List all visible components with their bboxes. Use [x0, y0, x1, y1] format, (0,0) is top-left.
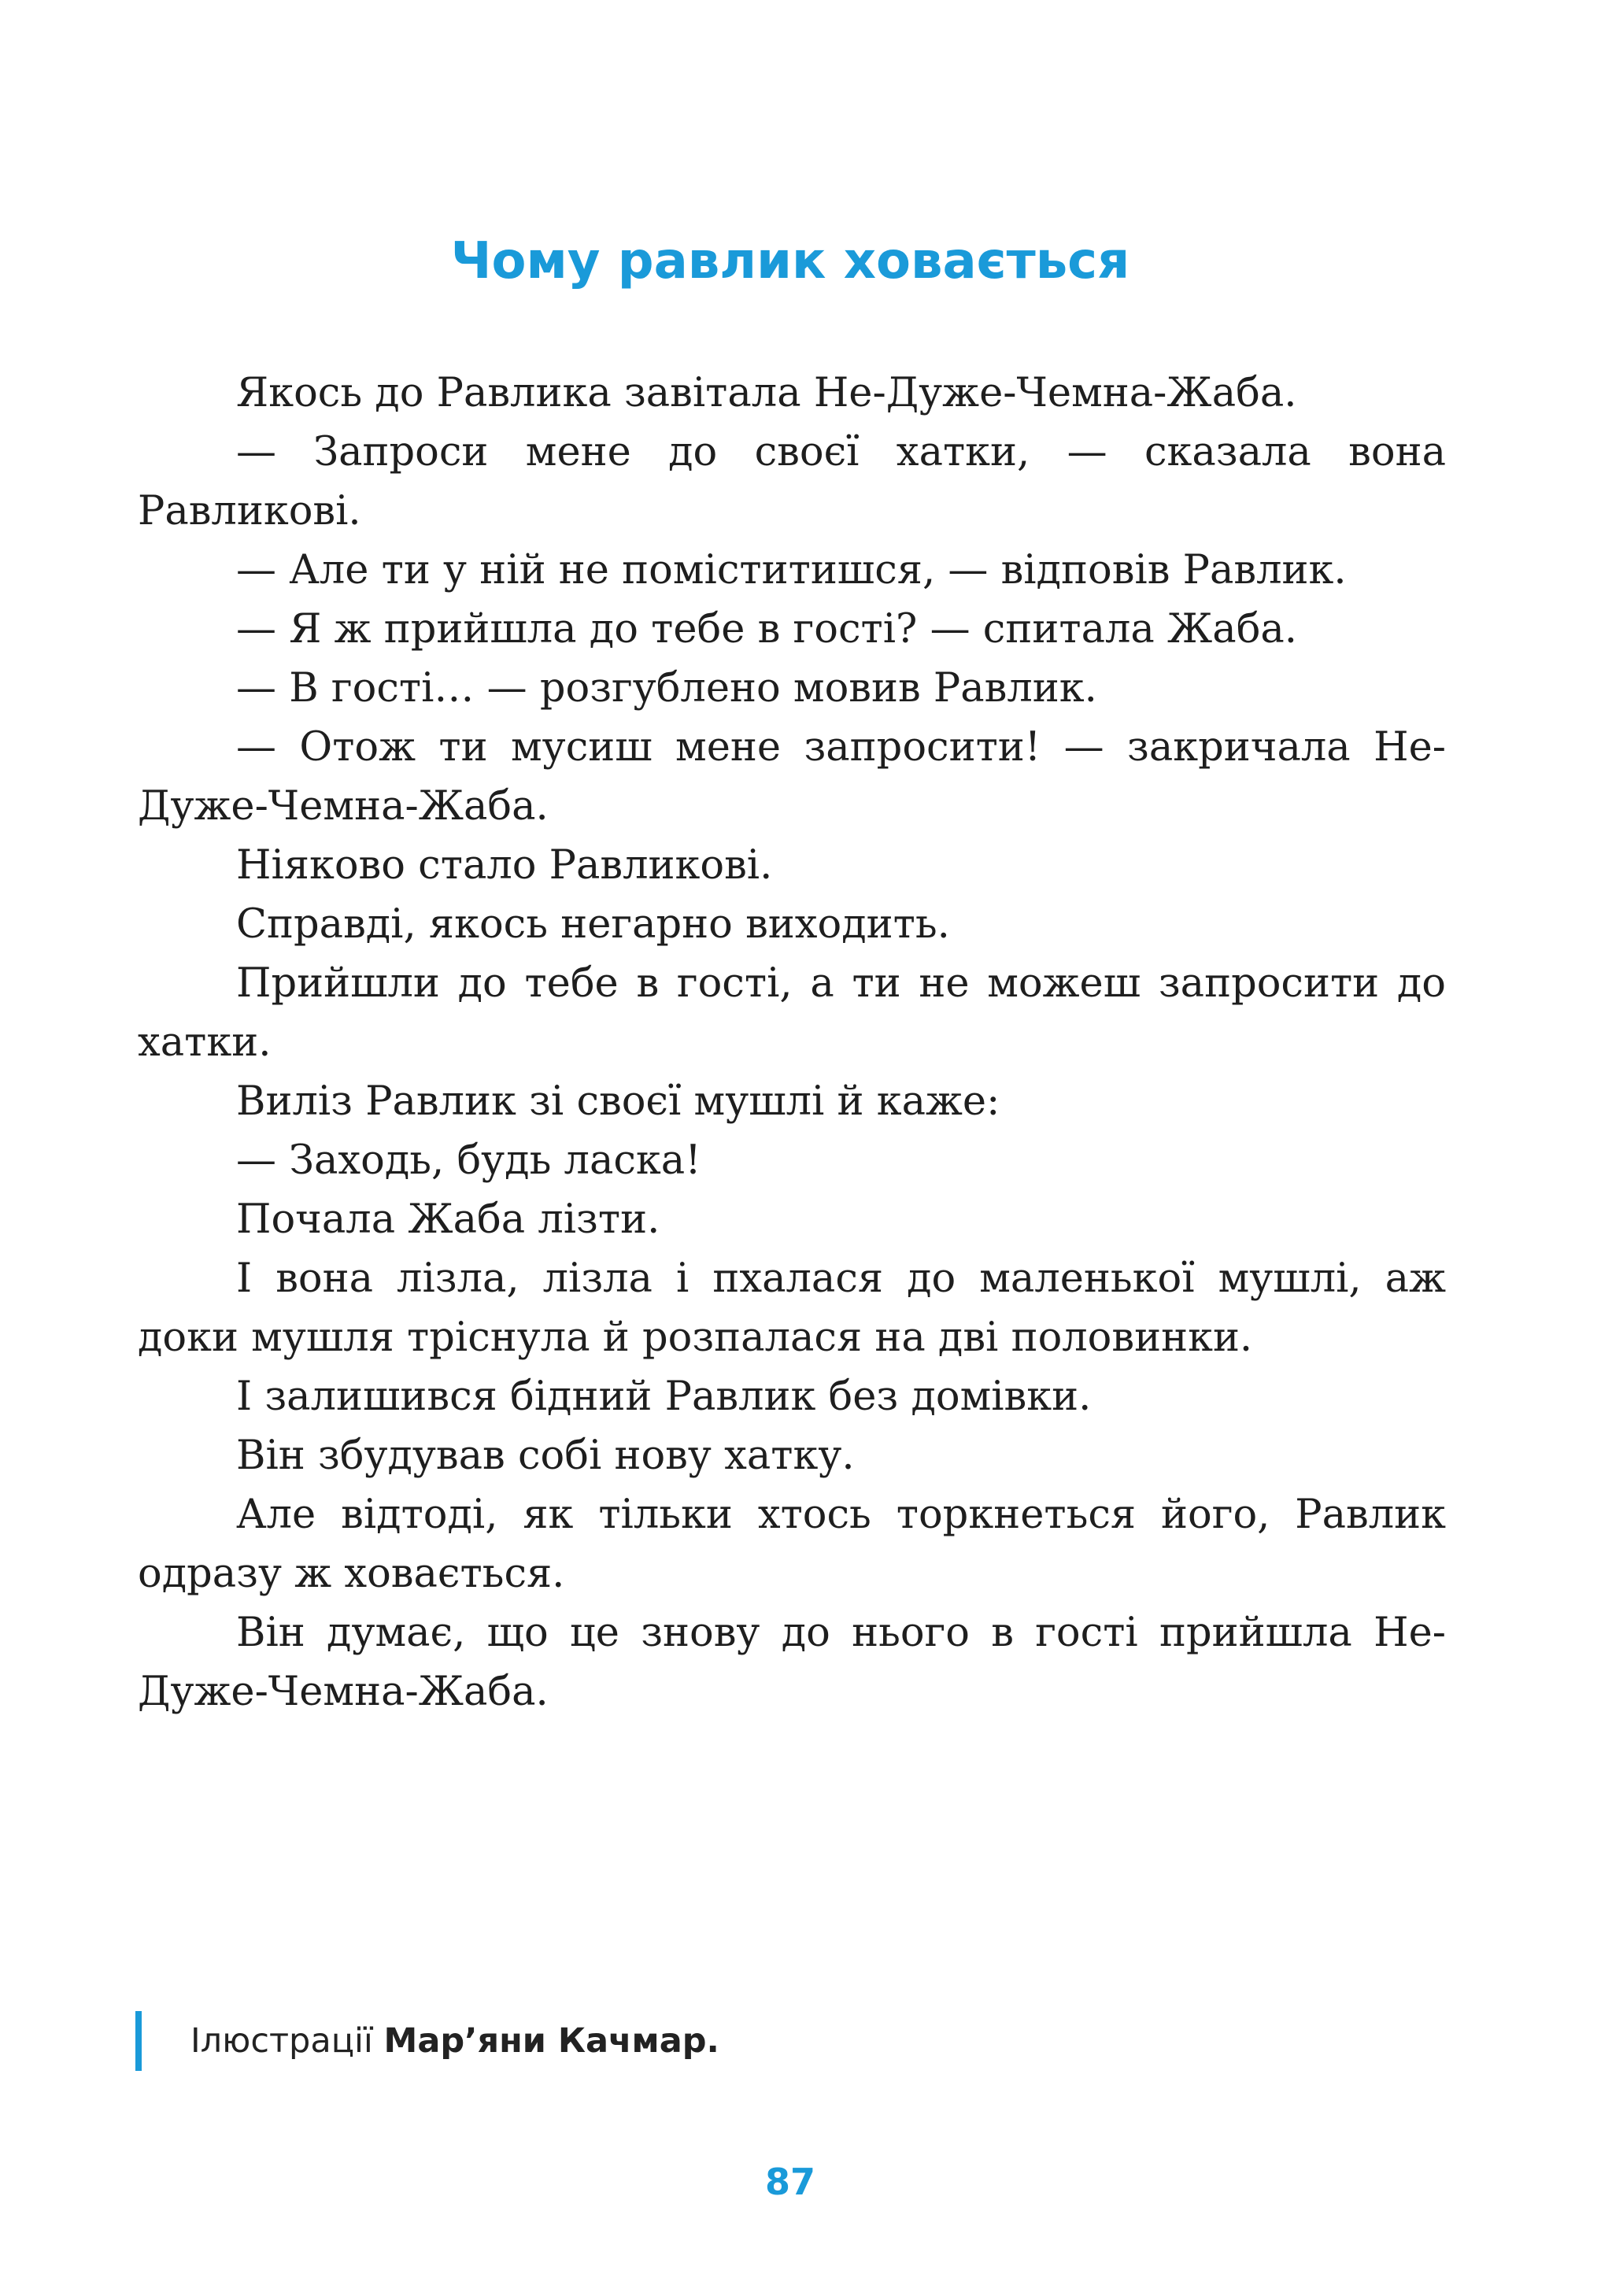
story-paragraph: Він думає, що це знову до нього в гості прийшла Не-Дуже-Чемна-Жаба. [138, 1610, 1446, 1715]
story-paragraph: Почала Жаба лізти. [236, 1196, 660, 1243]
story-paragraph: Він збудував собі нову хатку. [236, 1433, 855, 1479]
story-paragraph: — Запроси мене до своєї хатки, — сказала вона Равликові. [138, 429, 1446, 534]
story-paragraph: Але відтоді, як тільки хтось торкнеться його, Равлик одразу ж ховається. [138, 1492, 1446, 1597]
story-paragraph: — Отож ти мусиш мене запросити! — закричала Не-Дуже-Чемна-Жаба. [138, 724, 1446, 830]
page-number: 87 [764, 2161, 815, 2203]
story-paragraph: — Але ти у ній не поміститишся, — відповів Равлик. [236, 547, 1347, 593]
illustration-credit [135, 2011, 719, 2071]
story-paragraph: Якось до Равлика завітала Не-Дуже-Чемна-Жаба. [236, 370, 1297, 416]
story-paragraph: Виліз Равлик зі своєї мушлі й каже: [236, 1078, 1000, 1125]
story-paragraph: — Заходь, будь ласка! [236, 1137, 701, 1184]
story-paragraph: Ніяково стало Равликові. [236, 842, 773, 889]
credit-illustrator-name: Мар’яни Качмар. [383, 2021, 719, 2061]
credit-prefix: Ілюстрації [190, 2021, 384, 2061]
story-text [138, 364, 1446, 1721]
story-title: Чому равлик ховається [450, 232, 1130, 290]
credit-accent-bar [135, 2011, 142, 2071]
story-paragraph: Справді, якось негарно виходить. [236, 901, 950, 948]
story-paragraph: — В гості… — розгублено мовив Равлик. [236, 665, 1097, 712]
story-paragraph: Прийшли до тебе в гості, а ти не можеш запросити до хатки. [138, 960, 1446, 1066]
story-paragraph: — Я ж прийшла до тебе в гості? — спитала Жаба. [236, 606, 1298, 653]
story-paragraph: І вона лізла, лізла і пхалася до маленької мушлі, аж доки мушля тріснула й розпалася на дві половинки. [138, 1255, 1446, 1361]
story-paragraph: І залишився бідний Равлик без домівки. [236, 1374, 1092, 1420]
